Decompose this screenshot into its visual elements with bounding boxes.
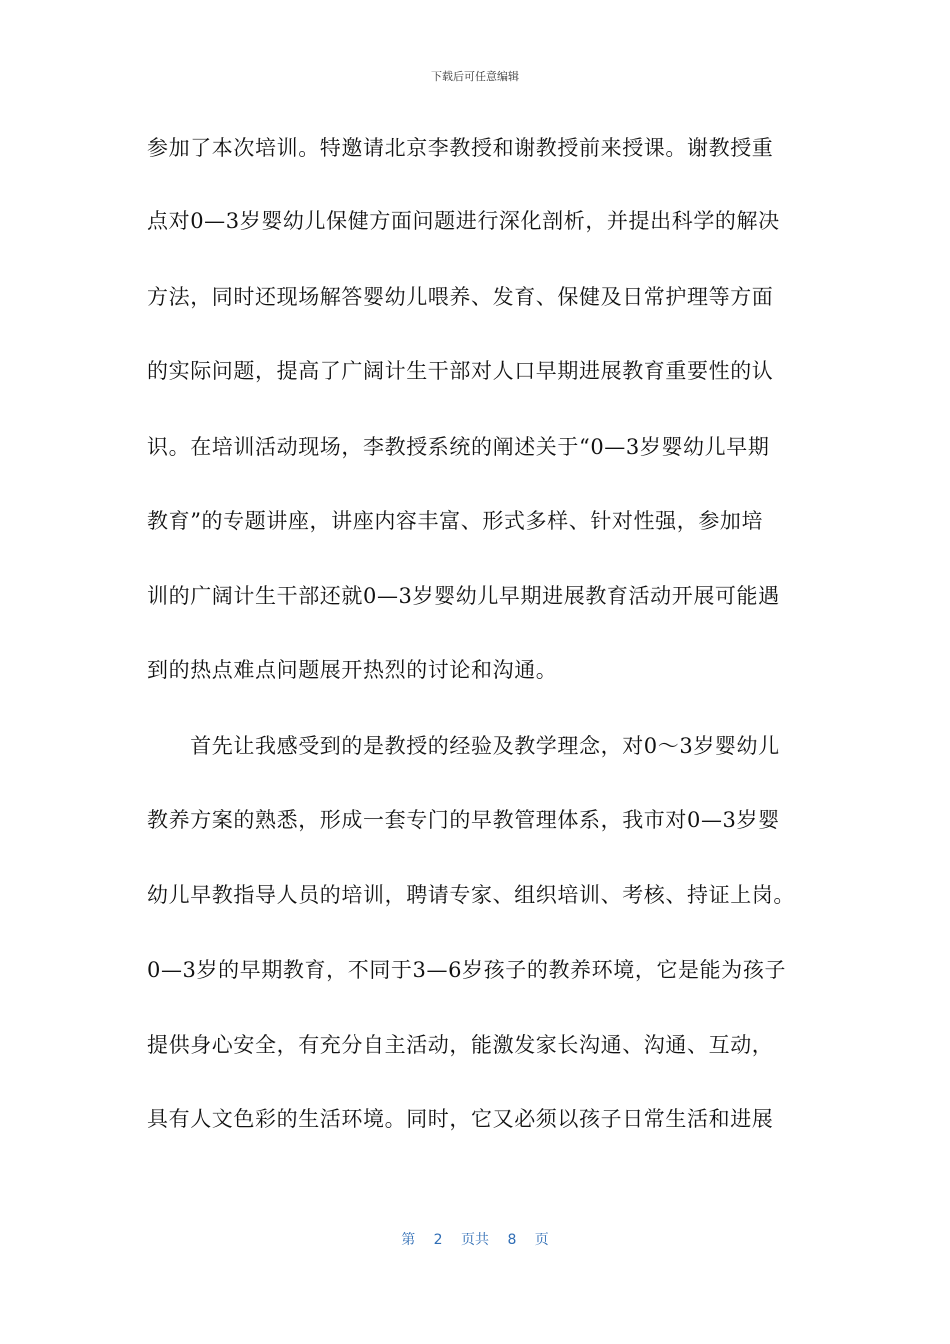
body-line: 训的广阔计生干部还就0—3岁婴幼儿早期进展教育活动开展可能遇: [147, 584, 780, 608]
body-line: 到的热点难点问题展开热烈的讨论和沟通。: [147, 658, 558, 682]
body-line: 识。在培训活动现场，李教授系统的阐述关于“0—3岁婴幼儿早期: [147, 435, 770, 459]
body-line: 方法，同时还现场解答婴幼儿喂养、发育、保健及日常护理等方面: [147, 285, 774, 309]
page-header: 下载后可任意编辑: [431, 70, 519, 83]
body-line: 提供身心安全，有充分自主活动，能激发家长沟通、沟通、互动，: [147, 1033, 774, 1057]
body-line: 0—3岁的早期教育，不同于3—6岁孩子的教养环境，它是能为孩子: [147, 958, 787, 982]
page-footer: 第 2 页共 8 页: [401, 1232, 549, 1248]
body-line: 具有人文色彩的生活环境。同时，它又必须以孩子日常生活和进展: [147, 1107, 774, 1131]
body-line: 教育”的专题讲座，讲座内容丰富、形式多样、针对性强，参加培: [147, 509, 764, 533]
body-line: 参加了本次培训。特邀请北京李教授和谢教授前来授课。谢教授重: [147, 136, 774, 160]
body-line: 点对0—3岁婴幼儿保健方面问题进行深化剖析，并提出科学的解决: [147, 209, 780, 233]
body-line: 首先让我感受到的是教授的经验及教学理念，对0～3岁婴幼儿: [147, 734, 780, 758]
body-line: 幼儿早教指导人员的培训，聘请专家、组织培训、考核、持证上岗。: [147, 883, 795, 907]
body-line: 教养方案的熟悉，形成一套专门的早教管理体系，我市对0—3岁婴: [147, 808, 780, 832]
body-line: 的实际问题，提高了广阔计生干部对人口早期进展教育重要性的认: [147, 359, 774, 383]
